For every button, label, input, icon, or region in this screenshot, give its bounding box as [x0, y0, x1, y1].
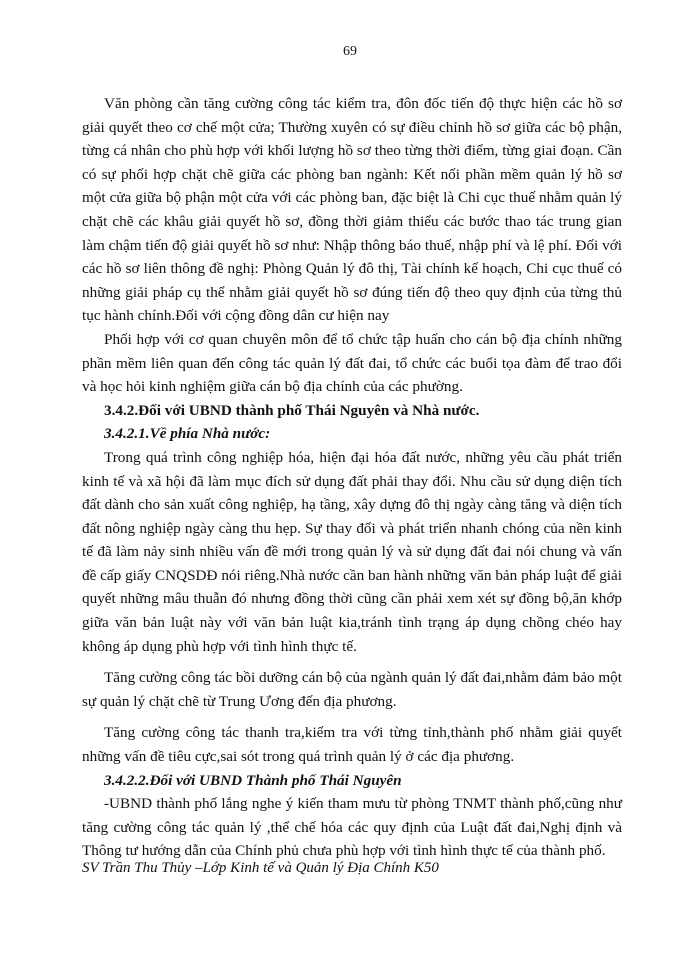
page-footer: SV Trần Thu Thủy –Lớp Kinh tế và Quản lý Địa Chính K50 — [82, 860, 439, 876]
paragraph-industrialization: Trong quá trình công nghiệp hóa, hiện đại hóa đất nước, những yêu cầu phát triển kinh tế và xã hội đã làm mục đích sử dụng đất phải thay đổi. Nhu cầu sử dụng diện tích đất dành cho sản xuất công nghiệp, hạ tầng, xây dựng đô thị ngày càng tăng và diện tích đất nông nghiệp ngày càng thu hẹp. Sự thay đổi và phát triển nhanh chóng của nền kinh tế đã làm nảy sinh nhiều vấn đề mới trong quản lý và sử dụng đất đai nói chung và vấn đề cấp giấy CNQSDĐ nói riêng.Nhà nước cần ban hành những văn bản pháp luật để giải quyết những mâu thuẫn đó nhưng đồng thời cũng cần phải xem xét sự đồng bộ,ăn khớp giữa văn bản luật này với văn bản luật kia,tránh tình trạng áp dụng chồng chéo hay không áp dụng phù hợp với tình hình thực tế. — [82, 448, 622, 655]
page-body — [82, 92, 622, 863]
section-heading-3-4-2: 3.4.2.Đối với UBND thành phố Thái Nguyên và Nhà nước. — [104, 401, 480, 419]
subsection-heading-3-4-2-1: 3.4.2.1.Về phía Nhà nước: — [104, 425, 271, 443]
page-number: 69 — [343, 44, 357, 59]
paragraph-office-coordination: Văn phòng cần tăng cường công tác kiểm tra, đôn đốc tiến độ thực hiện các hồ sơ giải quyết theo cơ chế một cửa; Thường xuyên có sự điều chỉnh hồ sơ giữa các bộ phận, từng cá nhân cho phù hợp với khối lượng hồ sơ theo từng thời điểm, từng giai đoạn. Cần có sự phối hợp chặt chẽ giữa các phòng ban ngành: Kết nối phần mềm quản lý hồ sơ một cửa giữa bộ phận một cửa với các phòng ban, đặc biệt là Chi cục thuế nhằm quản lý chặt chẽ các khâu giải quyết hồ sơ, đồng thời giảm thiểu các bước thao tác trung gian làm chậm tiến độ giải quyết hồ sơ như: Nhập thông báo thuế, nhập phí và lệ phí. Đối với các hồ sơ liên thông đề nghị: Phòng Quản lý đô thị, Tài chính kế hoạch, Chi cục thuế có những giải pháp cụ thể nhằm giải quyết hồ sơ đúng tiến độ theo quy định của từng thủ tục hành chính.Đối với cộng đồng dân cư hiện nay — [82, 95, 622, 325]
paragraph-city-committee: -UBND thành phố lắng nghe ý kiến tham mưu từ phòng TNMT thành phố,cũng như tăng cường công tác quản lý ,thể chế hóa các quy định của Luật đất đai,Nghị định và Thông tư hướng dẫn của Chính phủ chưa phù hợp với tình hình thực tế của thành phố. — [82, 795, 622, 860]
paragraph-training: Phối hợp với cơ quan chuyên môn để tổ chức tập huấn cho cán bộ địa chính những phần mềm liên quan đến công tác quản lý đất đai, tổ chức các buổi tọa đàm để trao đổi và học hỏi kinh nghiệm giữa cán bộ địa chính của các phường. — [82, 330, 622, 396]
paragraph-inspection: Tăng cường công tác thanh tra,kiểm tra với từng tỉnh,thành phố nhằm giải quyết những vấn đề tiêu cực,sai sót trong quá trình quản lý ở các địa phương. — [82, 724, 622, 766]
subsection-heading-3-4-2-2: 3.4.2.2.Đối với UBND Thành phố Thái Nguyên — [104, 771, 402, 789]
paragraph-staff-training: Tăng cường công tác bồi dưỡng cán bộ của ngành quản lý đất đai,nhằm đảm bảo một sự quản lý chặt chẽ từ Trung Ương đến địa phương. — [82, 669, 622, 710]
